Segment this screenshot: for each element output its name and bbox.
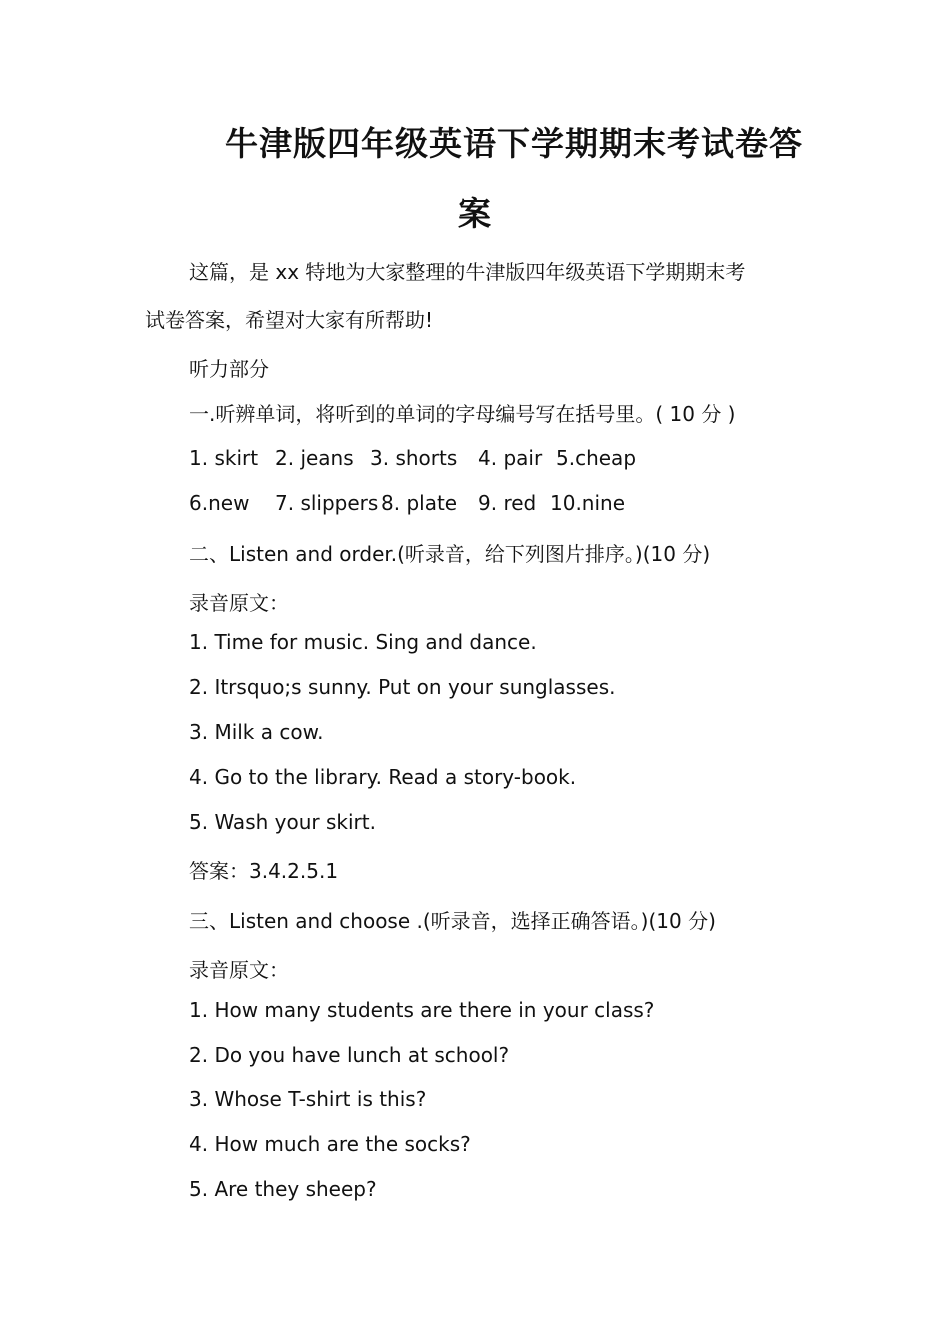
- intro-paragraph-line-1: 这篇，是 xx 特地为大家整理的牛津版四年级英语下学期期末考: [189, 260, 746, 284]
- part3-transcript-item: 3. Whose T-shirt is this?: [189, 1087, 427, 1111]
- part3-transcript-label: 录音原文：: [189, 958, 289, 982]
- part1-heading: 一.听辨单词，将听到的单词的字母编号写在括号里。( 10 分 ): [189, 402, 736, 426]
- part2-transcript-item: 1. Time for music. Sing and dance.: [189, 630, 537, 654]
- part3-transcript-item: 2. Do you have lunch at school?: [189, 1043, 510, 1067]
- part2-heading: 二、Listen and order.(听录音，给下列图片排序。)(10 分): [189, 542, 711, 566]
- part1-answer-item: 6.new: [189, 491, 250, 515]
- part2-transcript-item: 4. Go to the library. Read a story-book.: [189, 765, 577, 789]
- part2-transcript-item: 5. Wash your skirt.: [189, 810, 376, 834]
- section-listening-heading: 听力部分: [189, 357, 269, 381]
- part3-heading: 三、Listen and choose .(听录音，选择正确答语。)(10 分): [189, 909, 716, 933]
- part1-answer-row-2: [189, 491, 625, 515]
- part3-transcript-item: 1. How many students are there in your class?: [189, 998, 655, 1022]
- part1-answer-item: 4. pair: [478, 446, 543, 470]
- part1-answer-row-1: [189, 446, 636, 470]
- intro-paragraph-line-2: 试卷答案，希望对大家有所帮助!: [145, 308, 434, 332]
- part1-answer-item: 2. jeans: [275, 446, 354, 470]
- part1-answer-item: 10.nine: [550, 491, 626, 515]
- part1-answer-item: 1. skirt: [189, 446, 259, 470]
- part3-transcript-item: 4. How much are the socks?: [189, 1132, 471, 1156]
- part1-answer-item: 9. red: [478, 491, 537, 515]
- part2-answer: 答案：3.4.2.5.1: [189, 859, 339, 883]
- part2-transcript-item: 3. Milk a cow.: [189, 720, 324, 744]
- part3-transcript-item: 5. Are they sheep?: [189, 1177, 377, 1201]
- part1-answer-item: 3. shorts: [370, 446, 458, 470]
- part2-transcript-label: 录音原文：: [189, 591, 289, 615]
- part1-answer-item: 7. slippers: [275, 491, 379, 515]
- document-title-line-2: 案: [458, 194, 492, 233]
- part2-transcript-item: 2. Itrsquo;s sunny. Put on your sunglasses.: [189, 675, 616, 699]
- document-title-line-1: 牛津版四年级英语下学期期末考试卷答: [225, 124, 803, 163]
- part1-answer-item: 5.cheap: [556, 446, 637, 470]
- part1-answer-item: 8. plate: [381, 491, 458, 515]
